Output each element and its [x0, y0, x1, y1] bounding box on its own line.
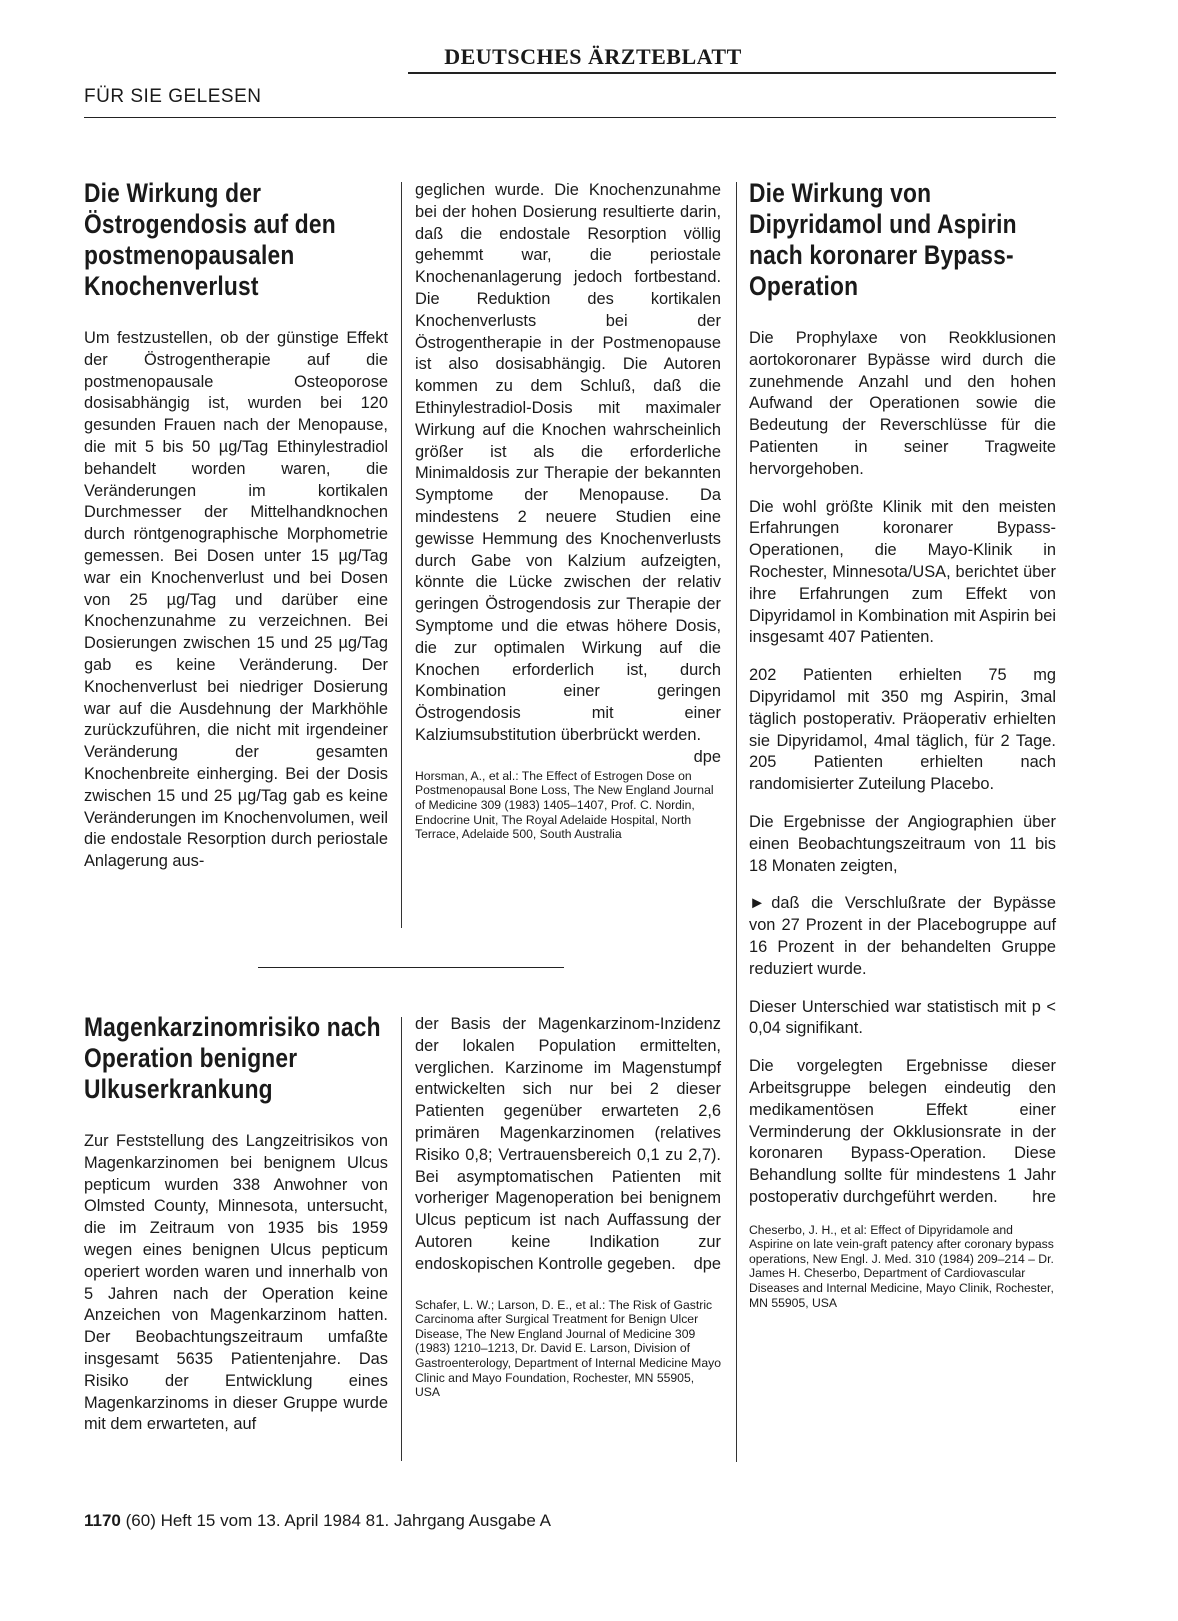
article2-reference: Schafer, L. W.; Larson, D. E., et al.: The Risk of Gastric Carcinoma after Surgical Treatment for Benign Ulcer Disease, The New England Journal of Medicine 309 (1983) 1210–1213, Dr. David E. Larson, Division of Gastroenterology, Department of Internal Medicine Mayo Clinic and Mayo Foundation, Rochester, MN 55905, USA	[415, 1297, 721, 1400]
header-rule-top	[408, 72, 1056, 74]
article3-para-5-text: daß die Verschlußrate der Bypässe von 27 Prozent in der Placebogruppe auf 16 Prozent in der behandelten Gruppe reduziert wurde.	[749, 894, 1056, 978]
article2-headline: Magenkarzinomrisiko nach Operation benigner Ulkuserkrankung	[84, 1012, 381, 1104]
article3-para-7	[749, 1056, 1056, 1209]
article2-body-2	[415, 1014, 721, 1276]
article1-divider	[401, 182, 402, 928]
article1-reference: Horsman, A., et al.: The Effect of Estrogen Dose on Postmenopausal Bone Loss, The New England Journal of Medicine 309 (1983) 1405–1407, Prof. C. Nordin, Endocrine Unit, The Royal Adelaide Hospital, North Terrace, Adelaide 500, South Australia	[415, 768, 714, 842]
article1-signature: dpe	[693, 747, 721, 766]
article2-body-2-text: der Basis der Magenkarzinom-Inzidenz der lokalen Population ermittelten, verglichen. Karzinome im Magenstumpf entwickelten sich nur bei 2 dieser Patienten gegenüber erwarteten 2,6 primären Magenkarzinomen (relatives Risiko 0,8; Vertrauensbereich 0,1 zu 2,7). Bei asymptomatischen Patienten mit vorheriger Magenoperation bei benignem Ulcus pepticum ist nach Auffassung der Autoren keine Indikation zur endoskopischen Kontrolle gegeben.	[415, 1015, 721, 1273]
article1-body-1: Um festzustellen, ob der günstige Effekt der Östrogentherapie auf die postmenopausale Osteoporose dosisabhängig ist, wurden bei 120 gesunden Frauen nach der Menopause, die mit 5 bis 50 µg/Tag Ethinylestradiol behandelt worden waren, die Veränderungen im kortikalen Durchmesser der Mittelhandknochen durch röntgenographische Morphometrie gemessen. Bei Dosen unter 15 µg/Tag war ein Knochenverlust und bei Dosen von 25 µg/Tag und darüber eine Knochenzunahme zu verzeichnen. Bei Dosierungen zwischen 15 und 25 µg/Tag gab es keine Veränderung. Der Knochenverlust bei niedriger Dosierung war auf die Ausdehnung der Markhöhle zurückzuführen, die nicht mit irgendeiner Veränderung der gesamten Knochenbreite einherging. Bei der Dosis zwischen 15 und 25 µg/Tag gab es keine Veränderungen im Knochenvolumen, weil die endostale Resorption durch periostale Anlagerung aus-	[84, 329, 388, 871]
section-label: FÜR SIE GELESEN	[84, 86, 262, 107]
article2-divider	[401, 1017, 402, 1461]
article3-para-2: Die wohl größte Klinik mit den meisten Erfahrungen koronarer Bypass-Operationen, die Mayo-Klinik in Rochester, Minnesota/USA, berichtet über ihre Erfahrungen zum Effekt von Dipyridamol in Kombination mit Aspirin bei insgesamt 407 Patienten.	[749, 497, 1056, 647]
issue-info: (60) Heft 15 vom 13. April 1984 81. Jahrgang Ausgabe A	[125, 1511, 551, 1530]
article1-body-2-text: geglichen wurde. Die Knochenzunahme bei der hohen Dosierung resultierte darin, daß die endostale Resorption völlig gehemmt war, die periostale Knochenanlagerung jedoch fortbestand. Die Reduktion des kortikalen Knochenverlusts bei der Östrogentherapie in der Postmenopause ist also dosisabhängig. Die Autoren kommen zu dem Schluß, daß die Ethinylestradiol-Dosis mit maximaler Wirkung auf die Knochen wahrscheinlich größer ist als die erforderliche Minimaldosis zur Therapie der bekannten Symptome der Menopause. Da mindestens 2 neuere Studien eine gewisse Hemmung des Knochenverlusts durch Gabe von Kalzium aufzeigten, könnte die Lücke zwischen der relativ geringen Östrogendosis zur Therapie der Symptome und die etwas höhere Dosis, die zur optimalen Wirkung auf die Knochen erforderlich ist, durch Kombination einer geringen Östrogendosis mit einer Kalziumsubstitution überbrückt werden.	[415, 181, 721, 744]
article2-column-2	[415, 1014, 721, 1400]
article3-signature: hre	[1032, 1187, 1056, 1206]
article3-para-7-text: Die vorgelegten Ergebnisse dieser Arbeitsgruppe belegen eindeutig den medikamentösen Effekt einer Verminderung der Okklusionsrate in der koronaren Bypass-Operation. Diese Behandlung sollte für mindestens 1 Jahr postoperativ durchgeführt werden.	[749, 1057, 1056, 1206]
article3-headline: Die Wirkung von Dipyridamol und Aspirin nach koronarer Bypass-Operation	[749, 178, 1017, 301]
article1-headline: Die Wirkung der Östrogendosis auf den postmenopausalen Knochenverlust	[84, 178, 336, 301]
article2-body-1: Zur Feststellung des Langzeitrisikos von Magenkarzinomen bei benignem Ulcus pepticum wurden 338 Anwohner von Olmsted County, Minnesota, untersucht, die im Zeitraum von 1935 bis 1959 wegen eines benignen Ulcus pepticum operiert worden waren und innerhalb von 5 Jahren nach der Operation keine Anzeichen von Magenkarzinom hatten. Der Beobachtungszeitraum umfaßte insgesamt 5635 Patientenjahre. Das Risiko der Entwicklung eines Magenkarzinoms in dieser Gruppe wurde mit dem erwarteten, auf	[84, 1132, 388, 1434]
header-rule-bottom	[84, 117, 1056, 118]
article2-column-1	[84, 1012, 388, 1452]
article3-para-4: Die Ergebnisse der Angiographien über einen Beobachtungszeitraum von 11 bis 18 Monaten zeigten,	[749, 812, 1056, 875]
article3-para-6: Dieser Unterschied war statistisch mit p < 0,04 signifikant.	[749, 997, 1056, 1038]
article3-para-5	[749, 893, 1056, 980]
article3-column	[749, 178, 1056, 1310]
article-separator	[258, 967, 564, 968]
bullet-arrow-icon: ►	[749, 894, 766, 913]
page-number: 1170	[84, 1511, 121, 1530]
article1-column-1	[84, 178, 388, 889]
article1-body-2	[415, 180, 721, 766]
article1-column-2	[415, 180, 721, 842]
article3-para-3: 202 Patienten erhielten 75 mg Dipyridamol mit 350 mg Aspirin, 3mal täglich postoperativ. Präoperativ erhielten sie Dipyridamol, 4mal täglich, für 2 Tage. 205 Patienten erhielten nach randomisierter Zuteilung Placebo.	[749, 666, 1056, 794]
article3-divider	[736, 182, 737, 1462]
article3-reference: Cheserbo, J. H., et al: Effect of Dipyridamole and Aspirine on late vein-graft patency after coronary bypass operations, New Engl. J. Med. 310 (1984) 209–214 – Dr. James H. Cheserbo, Department of Cardiovascular Diseases and Internal Medicine, Mayo Clinik, Rochester, MN 55905, USA	[749, 1222, 1054, 1310]
article3-para-1: Die Prophylaxe von Reokklusionen aortokoronarer Bypässe wird durch die zunehmende Anzahl und den hohen Aufwand der Operationen sowie die Bedeutung der Reverschlüsse für die Patienten in seiner Tragweite hervorgehoben.	[749, 329, 1056, 478]
page-footer	[84, 1511, 551, 1531]
masthead: DEUTSCHES ÄRZTEBLATT	[444, 44, 742, 69]
article2-signature: dpe	[693, 1254, 721, 1273]
